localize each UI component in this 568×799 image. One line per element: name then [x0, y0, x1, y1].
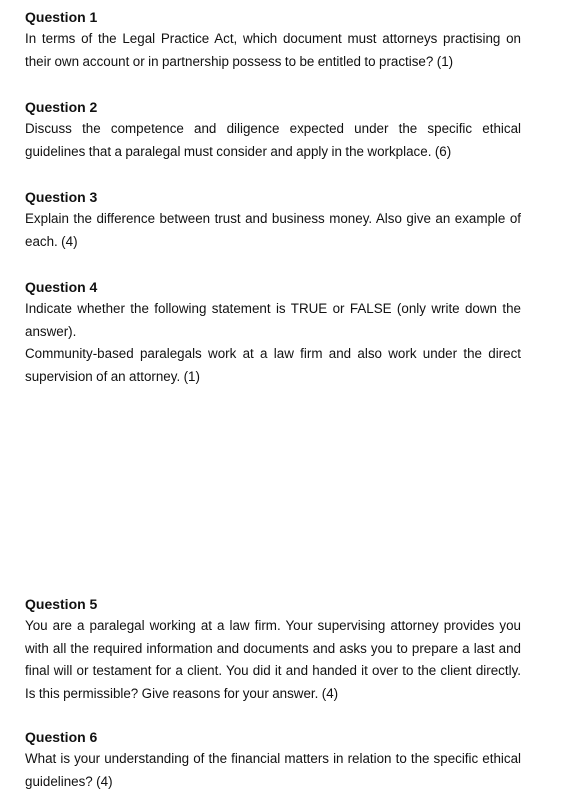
question-text: Explain the difference between trust and business money. Also give an example of each. (4): [25, 211, 521, 249]
question-title: Question 3: [25, 189, 98, 205]
question-2: [25, 98, 521, 163]
question-instruction: Indicate whether the following statement is TRUE or FALSE (only write down the answer).: [25, 301, 521, 339]
question-title: Question 1: [25, 9, 98, 25]
question-text: Discuss the competence and diligence expected under the specific ethical guidelines that a paralegal must consider and apply in the workplace. (6): [25, 121, 521, 159]
question-text: What is your understanding of the financial matters in relation to the specific ethical guidelines? (4): [25, 751, 521, 789]
question-title: Question 4: [25, 279, 98, 295]
question-title: Question 2: [25, 99, 98, 115]
question-1: [25, 8, 521, 73]
question-5: [25, 595, 521, 705]
question-3: [25, 188, 521, 253]
question-4: [25, 278, 521, 388]
question-text: You are a paralegal working at a law firm. Your supervising attorney provides you with all the required information and documents and asks you to prepare a last and final will or testament for a client. You did it and handed it over to the client directly. Is this permissible? Give reasons for your answer. (4): [25, 618, 521, 701]
question-title: Question 6: [25, 729, 98, 745]
question-6: [25, 728, 521, 793]
question-text: In terms of the Legal Practice Act, which document must attorneys practising on their own account or in partnership possess to be entitled to practise? (1): [25, 31, 521, 69]
question-statement: Community-based paralegals work at a law firm and also work under the direct supervision of an attorney. (1): [25, 346, 521, 384]
question-title: Question 5: [25, 596, 98, 612]
